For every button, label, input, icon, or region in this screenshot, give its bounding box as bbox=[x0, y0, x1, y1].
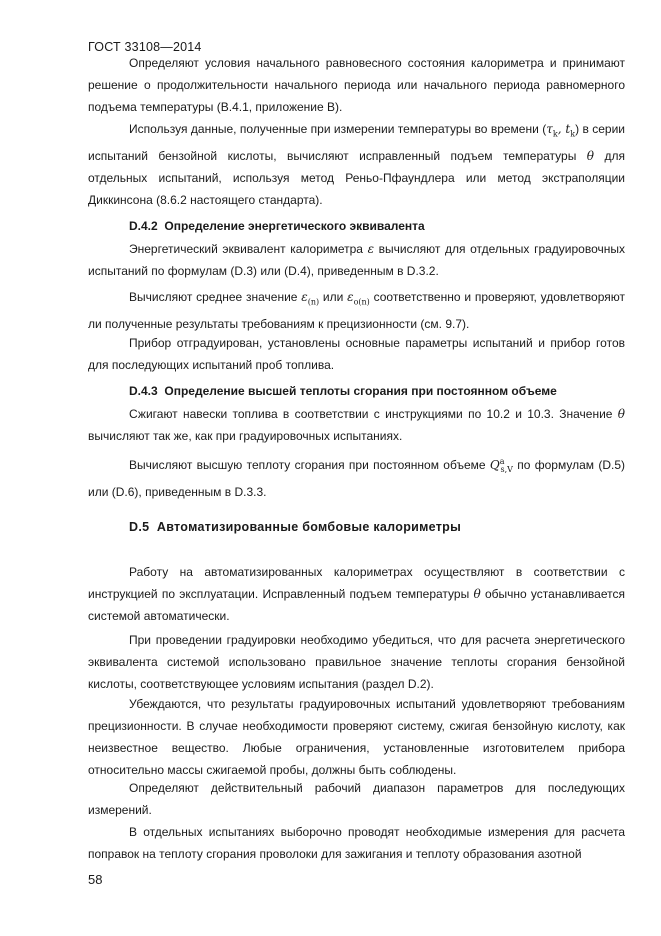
section-heading-d5 bbox=[129, 519, 461, 535]
theta-symbol: θ bbox=[586, 149, 595, 164]
section-title: Определение высшей теплоты сгорания при постоянном объеме bbox=[164, 384, 557, 398]
paragraph-initial-conditions bbox=[88, 52, 625, 118]
epsilon-symbol: ε bbox=[367, 242, 375, 256]
paragraph-text: При проведении градуировки необходимо убедиться, что для расчета энергетического эквивалента системой использовано правильное значение теплоты сгорания бензойной кислоты, соответствующее условиям испытания (раздел D.2). bbox=[88, 633, 625, 691]
paragraph-text: Убеждаются, что результаты градуировочных испытаний удовлетворяют требованиям прецизионности. В случае необходимости проверяют систему, сжигая бензойную кислоту, как неизвестное вещество. Любые ограничения, установленные изготовителем прибора относительно массы сжигаемой пробы, должны быть соблюдены. bbox=[88, 697, 625, 777]
paragraph-selective-measurements bbox=[88, 821, 625, 865]
paragraph-text-after: вычисляют для отдельных градуировочных испытаний по формулам (D.3) или (D.4), приведенным в D.3.2. bbox=[88, 242, 626, 278]
paragraph-precision-check bbox=[88, 693, 625, 781]
paragraph-temperature-rise bbox=[88, 118, 625, 211]
section-number: D.4.3 bbox=[129, 384, 158, 398]
paragraph-operating-range bbox=[88, 777, 625, 821]
paragraph-text-middle: ) в серии испытаний бензойной кислоты, вычисляют исправленный подъем температуры bbox=[88, 122, 625, 164]
page-number: 58 bbox=[88, 872, 103, 887]
theta-symbol: θ bbox=[473, 587, 481, 601]
paragraph-device-calibrated bbox=[88, 332, 625, 376]
paragraph-text: Определяют условия начального равновесного состояния калориметра и принимают решение о продолжительности начального периода или начального периода равномерного подъема температуры (В.4.1, приложение В). bbox=[88, 56, 625, 114]
section-heading-d43 bbox=[129, 383, 557, 399]
paragraph-text-after: соответственно и проверяют, удовлетворяют ли полученные результаты требованиям к прецизионности (см. 9.7). bbox=[88, 290, 625, 332]
paragraph-text-before: Используя данные, полученные при измерении температуры во времени ( bbox=[129, 122, 547, 136]
paragraph-automated-work bbox=[88, 561, 625, 627]
section-title: Определение энергетического эквивалента bbox=[164, 219, 425, 233]
section-number: D.5 bbox=[129, 520, 150, 534]
paragraph-text-after: обычно устанавливается системой автоматически. bbox=[88, 587, 625, 623]
document-header: ГОСТ 33108—2014 bbox=[88, 40, 202, 54]
section-title: Автоматизированные бомбовые калориметры bbox=[156, 520, 462, 534]
paragraph-energy-equivalent bbox=[88, 238, 625, 282]
paragraph-text-before: Вычисляют среднее значение bbox=[129, 290, 302, 304]
q-sv-symbol: $Q^a_{s,V}$ bbox=[489, 457, 513, 475]
epsilon-n-symbol: $\varepsilon_{(n)}$ bbox=[301, 290, 320, 307]
epsilon-on-symbol: $\varepsilon_{o(n)}$ bbox=[347, 290, 370, 307]
paragraph-calibration-check bbox=[88, 629, 625, 695]
paragraph-text-middle: или bbox=[319, 290, 348, 304]
paragraph-text: Определяют действительный рабочий диапазон параметров для последующих измерений. bbox=[88, 781, 625, 817]
paragraph-text: В отдельных испытаниях выборочно проводят необходимые измерения для расчета поправок на теплоту сгорания проволоки для зажигания и теплоту образования азотной bbox=[88, 825, 625, 861]
paragraph-burn-samples bbox=[88, 403, 625, 447]
paragraph-text-before: Сжигают навески топлива в соответствии с инструкциями по 10.2 и 10.3. Значение bbox=[129, 407, 618, 421]
theta-symbol: θ bbox=[617, 407, 625, 421]
paragraph-text-after: вычисляют так же, как при градуировочных испытаниях. bbox=[88, 429, 403, 443]
paragraph-text-before: Работу на автоматизированных калориметрах осуществляют в соответствии с инструкцией по эксплуатации. Исправленный подъем температуры bbox=[88, 565, 625, 601]
paragraph-gross-calorific bbox=[88, 451, 625, 503]
paragraph-text-before: Энергетический эквивалент калориметра bbox=[129, 242, 368, 256]
paragraph-text-after: для отдельных испытаний, используя метод Реньо-Пфаундлера или метод экстраполяции Диккинсона (8.6.2 настоящего стандарта). bbox=[88, 149, 625, 208]
section-number: D.4.2 bbox=[129, 219, 158, 233]
paragraph-text: Прибор отградуирован, установлены основные параметры испытаний и прибор готов для последующих испытаний проб топлива. bbox=[88, 336, 625, 372]
tau-k-symbol: $\tau_k$, $t_k$ bbox=[546, 122, 576, 139]
section-heading-d42 bbox=[129, 218, 425, 234]
paragraph-mean-value bbox=[88, 286, 625, 335]
paragraph-text-before: Вычисляют высшую теплоту сгорания при постоянном объеме bbox=[129, 458, 490, 472]
paragraph-text-after: по формулам (D.5) или (D.6), приведенным в D.3.3. bbox=[88, 458, 626, 500]
